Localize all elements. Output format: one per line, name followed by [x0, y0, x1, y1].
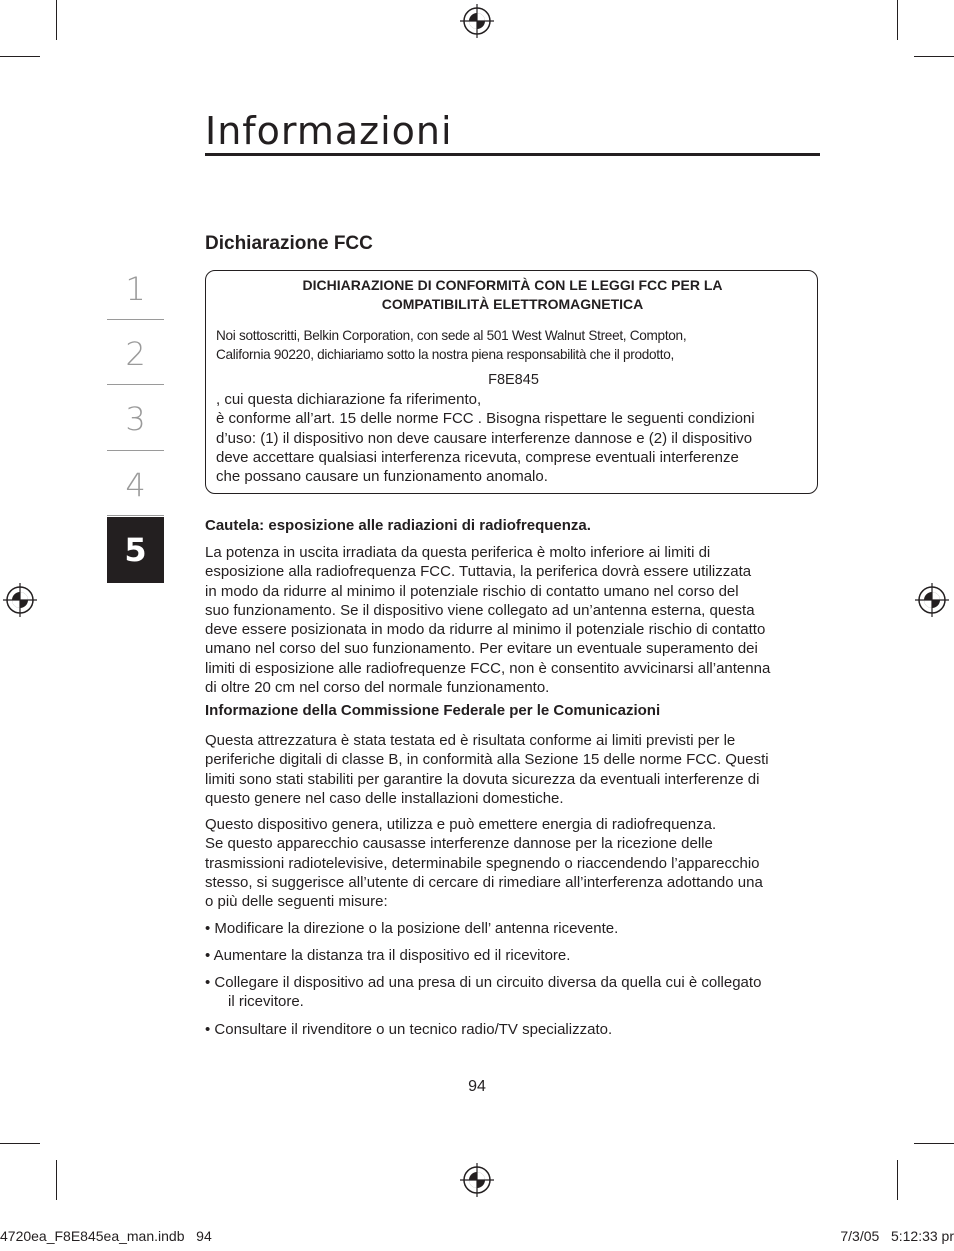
declaration-title-line: DICHIARAZIONE DI CONFORMITÀ CON LE LEGGI FCC PER LA	[302, 277, 723, 293]
section-tab-2: 2	[125, 335, 146, 373]
section-heading: Dichiarazione FCC	[205, 233, 373, 254]
print-slug-filename: 4720ea_F8E845ea_man.indb 94	[0, 1228, 212, 1244]
title-rule	[205, 153, 820, 156]
paragraph-line: Questo dispositivo genera, utilizza e può emettere energia di radiofrequenza.	[205, 816, 717, 833]
declaration-body-line: che possano causare un funzionamento anomalo.	[216, 468, 548, 486]
crop-mark	[56, 1160, 57, 1200]
declaration-title-line: COMPATIBILITÀ ELETTROMAGNETICA	[381, 296, 644, 312]
section-divider	[107, 384, 164, 385]
commission-paragraph-2	[205, 815, 825, 911]
crop-mark	[914, 56, 954, 57]
section-tab-5-active: 5	[107, 517, 164, 583]
crop-mark	[897, 0, 898, 40]
declaration-body-line: d’uso: (1) il dispositivo non deve causare interferenze dannose e (2) il dispositivo	[216, 429, 753, 447]
paragraph-line: Se questo apparecchio causasse interferenze dannose per la ricezione delle	[205, 835, 713, 853]
paragraph-line: stesso, si suggerisce all’utente di cercare di rimediare all’interferenza adottando una	[205, 873, 763, 891]
declaration-body-line: , cui questa dichiarazione fa riferimento,	[216, 391, 482, 408]
page-number: 94	[468, 1078, 486, 1095]
declaration-intro	[216, 326, 816, 364]
paragraph-line: La potenza in uscita irradiata da questa periferica è molto inferiore ai limiti di	[205, 544, 711, 561]
registration-mark-icon	[3, 583, 37, 617]
declaration-body-line: deve accettare qualsiasi interferenza ricevuta, comprese eventuali interferenze	[216, 448, 739, 466]
paragraph-line: o più delle seguenti misure:	[205, 893, 388, 911]
paragraph-line: limiti sono stati stabiliti per garantire la dovuta sicurezza da eventuali interferenze di	[205, 770, 760, 788]
commission-paragraph-1	[205, 731, 825, 808]
paragraph-line: di oltre 20 cm nel corso del normale funzionamento.	[205, 679, 550, 697]
crop-mark	[56, 0, 57, 40]
section-divider	[107, 319, 164, 320]
bullet-item: • Aumentare la distanza tra il dispositivo ed il ricevitore.	[205, 947, 571, 964]
declaration-body-line: è conforme all’art. 15 delle norme FCC . Bisogna rispettare le seguenti condizioni	[216, 410, 755, 428]
paragraph-line: questo genere nel caso delle installazioni domestiche.	[205, 789, 564, 807]
caution-heading: Cautela: esposizione alle radiazioni di radiofrequenza.	[205, 517, 591, 534]
paragraph-line: trasmissioni radiotelevisive, determinabile spegnendo o riaccendendo l’apparecchio	[205, 854, 760, 872]
caution-paragraph	[205, 543, 825, 697]
bullet-item: • Consultare il rivenditore o un tecnico radio/TV specializzato.	[205, 1021, 613, 1038]
paragraph-line: deve essere posizionata in modo da ridurre al minimo il potenziale rischio di contatto	[205, 621, 766, 639]
paragraph-line: suo funzionamento. Se il dispositivo viene collegato ad un’antenna esterna, questa	[205, 601, 755, 619]
commission-heading: Informazione della Commissione Federale per le Comunicazioni	[205, 702, 661, 719]
paragraph-line: limiti di esposizione alle radiofrequenze FCC, non è consentito avvicinarsi all’antenna	[205, 659, 771, 677]
paragraph-line: esposizione alla radiofrequenza FCC. Tuttavia, la periferica dovrà essere utilizzata	[205, 563, 752, 581]
registration-mark-icon	[460, 1163, 494, 1197]
paragraph-line: in modo da ridurre al minimo il potenziale rischio di contatto umano nel corso del	[205, 582, 739, 600]
print-slug-timestamp: 7/3/05 5:12:33 pr	[840, 1228, 954, 1244]
crop-mark	[914, 1143, 954, 1144]
bullet-item	[205, 973, 825, 1012]
declaration-intro-line: California 90220, dichiariamo sotto la nostra piena responsabilità che il prodotto,	[216, 347, 674, 362]
section-tab-3: 3	[125, 400, 146, 438]
registration-mark-icon	[460, 4, 494, 38]
bullet-text: • Collegare il dispositivo ad una presa di un circuito diversa da quella cui è collegato	[205, 974, 762, 991]
registration-mark-icon	[915, 583, 949, 617]
section-tab-1: 1	[125, 270, 146, 308]
declaration-title	[215, 276, 810, 314]
paragraph-line: periferiche digitali di classe B, in conformità alla Sezione 15 delle norme FCC. Questi	[205, 751, 769, 769]
declaration-intro-line: Noi sottoscritti, Belkin Corporation, con sede al 501 West Walnut Street, Compton,	[216, 328, 687, 343]
crop-mark	[897, 1160, 898, 1200]
crop-mark	[0, 56, 40, 57]
declaration-body	[216, 390, 816, 486]
bullet-text-continued: il ricevitore.	[228, 993, 304, 1011]
product-code: F8E845	[488, 372, 539, 388]
paragraph-line: Questa attrezzatura è stata testata ed è risultata conforme ai limiti previsti per le	[205, 732, 736, 749]
page-title: Informazioni	[205, 109, 453, 153]
crop-mark	[0, 1143, 40, 1144]
section-tab-4: 4	[125, 466, 146, 504]
section-divider	[107, 450, 164, 451]
section-divider	[107, 515, 164, 516]
paragraph-line: umano nel corso del suo funzionamento. Per evitare un eventuale superamento dei	[205, 640, 758, 658]
bullet-item: • Modificare la direzione o la posizione dell’ antenna ricevente.	[205, 920, 619, 937]
